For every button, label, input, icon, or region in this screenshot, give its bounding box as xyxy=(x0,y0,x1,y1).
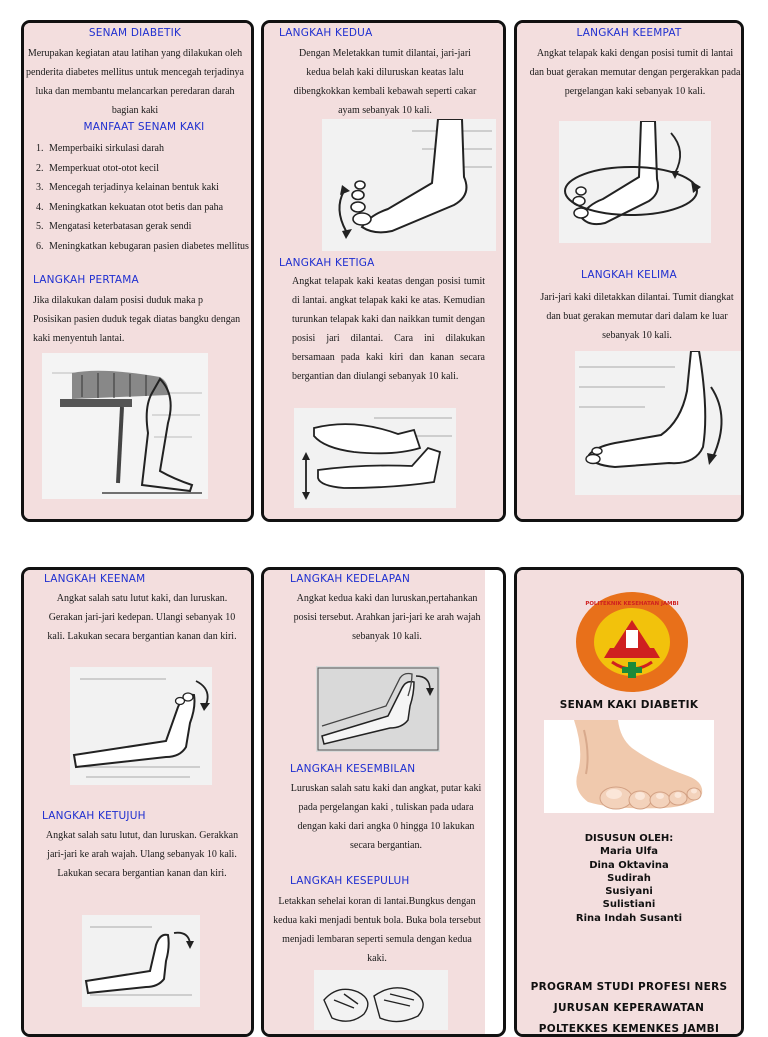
langkah-kelima-heading: LANGKAH KELIMA xyxy=(581,269,677,281)
panel-1 xyxy=(21,20,254,522)
list-item: 3. Mencegah terjadinya kelainan bentuk kaki xyxy=(46,178,254,198)
heel-toe-raise-illustration xyxy=(294,408,456,508)
langkah-keenam-text: Angkat salah satu lutut kaki, dan luruskan. Gerakan jari-jari kedepan. Ulangi sebanyak 10 kali. Lakukan secara bergantian kanan dan kiri. xyxy=(47,593,237,642)
panel-2 xyxy=(261,20,506,522)
program-line: PROGRAM STUDI PROFESI NERS xyxy=(530,981,728,993)
panel-5 xyxy=(261,567,506,1037)
authors-block xyxy=(517,832,741,925)
langkah-keenam-heading: LANGKAH KEENAM xyxy=(44,573,146,585)
langkah-kedelapan-text: Angkat kedua kaki dan luruskan,pertahankan posisi tersebut. Arahkan jari-jari ke arah wajah sebanyak 10 kali. xyxy=(293,593,481,642)
toes-to-face-illustration xyxy=(82,915,200,1007)
program-block xyxy=(517,977,741,1037)
program-line: POLTEKKES KEMENKES JAMBI xyxy=(538,1023,720,1035)
author-name: Maria Ulfa xyxy=(600,846,658,858)
langkah-kedelapan-heading: LANGKAH KEDELAPAN xyxy=(290,573,410,585)
toes-forward-illustration xyxy=(70,667,212,785)
author-name: Sudirah xyxy=(607,872,651,884)
langkah-keempat-heading: LANGKAH KEEMPAT xyxy=(576,27,682,39)
manfaat-list xyxy=(24,139,254,256)
author-name: Susiyani xyxy=(605,886,653,898)
langkah-ketujuh-heading: LANGKAH KETUJUH xyxy=(42,810,146,822)
langkah-pertama-heading: LANGKAH PERTAMA xyxy=(33,274,139,286)
list-item: 2. Memperkuat otot-otot kecil xyxy=(46,159,254,179)
sitting-leg-illustration xyxy=(42,353,208,499)
cover-title: SENAM KAKI DIABETIK xyxy=(559,699,699,711)
langkah-kesembilan-text: Luruskan salah satu kaki dan angkat, putar kaki pada pergelangan kaki , tuliskan pada udara dengan kaki dari angka 0 hingga 10 lakukan secara bergantian. xyxy=(290,783,482,851)
panel-4 xyxy=(21,567,254,1037)
langkah-kedua-text: Dengan Meletakkan tumit dilantai, jari-jari kedua belah kaki diluruskan keatas lalu dibengkokkan kembali kebawah seperti cakar ayam sebanyak 10 kali. xyxy=(293,48,477,116)
langkah-kesembilan-heading: LANGKAH KESEMBILAN xyxy=(290,763,416,775)
langkah-keempat-text: Angkat telapak kaki dengan posisi tumit di lantai dan buat gerakan memutar dengan pergerakkan pada pergelangan kaki sebanyak 10 kali. xyxy=(529,48,741,97)
panel-6-cover xyxy=(514,567,744,1037)
senam-diabetik-heading: SENAM DIABETIK xyxy=(88,27,182,39)
list-item: 4. Meningkatkan kekuatan otot betis dan paha xyxy=(46,198,254,218)
langkah-kesepuluh-text: Letakkan sehelai koran di lantai.Bungkus dengan kedua kaki menjadi bentuk bola. Buka bola tersebut menjadi lembaran seperti semula dengan kedua kaki. xyxy=(273,896,481,964)
langkah-ketiga-text: Angkat telapak kaki keatas dengan posisi tumit di lantai. angkat telapak kaki ke atas. Kemudian turunkan telapak kaki dan naikkan tumit dengan posisi jari dilantai. Cara ini dilakukan bersamaan pada kaki kiri dan kanan secara bergantian dan diulangi sebanyak 10 kali. xyxy=(292,276,485,382)
list-item: 6. Meningkatkan kebugaran pasien diabetes mellitus xyxy=(46,237,254,257)
author-name: Sulistiani xyxy=(602,899,656,911)
ankle-rotation-illustration xyxy=(559,121,711,243)
both-legs-illustration xyxy=(316,666,440,752)
logo-text: POLITEKNIK KESEHATAN JAMBI xyxy=(585,601,679,607)
langkah-kelima-text: Jari-jari kaki diletakkan dilantai. Tumit diangkat dan buat gerakan memutar dari dalam ke luar sebanyak 10 kali. xyxy=(540,292,734,341)
author-name: Dina Oktavina xyxy=(589,859,669,871)
toe-curl-illustration xyxy=(322,119,496,251)
senam-diabetik-text: Merupakan kegiatan atau latihan yang dilakukan oleh penderita diabetes mellitus untuk mencegah terjadinya luka dan membantu melancarkan peredaran darah bagian kaki xyxy=(26,48,244,116)
panel-3 xyxy=(514,20,744,522)
newspaper-ball-illustration xyxy=(314,970,448,1030)
author-name: Rina Indah Susanti xyxy=(575,912,683,924)
program-line: JURUSAN KEPERAWATAN xyxy=(553,1002,705,1014)
list-item: 5. Mengatasi keterbatasan gerak sendi xyxy=(46,217,254,237)
bare-foot-photo xyxy=(544,720,714,813)
disusun-label: DISUSUN OLEH: xyxy=(584,833,674,844)
langkah-kedua-heading: LANGKAH KEDUA xyxy=(279,27,373,39)
manfaat-heading: MANFAAT SENAM KAKI xyxy=(83,121,205,133)
heel-rotation-illustration xyxy=(575,351,741,495)
poltekkes-logo xyxy=(574,590,690,694)
langkah-ketiga-heading: LANGKAH KETIGA xyxy=(279,257,375,269)
langkah-pertama-text: Jika dilakukan dalam posisi duduk maka p Posisikan pasien duduk tegak diatas bangku dengan kaki menyentuh lantai. xyxy=(33,295,241,344)
langkah-kesepuluh-heading: LANGKAH KESEPULUH xyxy=(290,875,410,887)
langkah-ketujuh-text: Angkat salah satu lutut, dan luruskan. Gerakkan jari-jari ke arah wajah. Ulang sebanyak 10 kali. Lakukan secara bergantian kanan dan kiri. xyxy=(45,830,239,879)
list-item: 1. Memperbaiki sirkulasi darah xyxy=(46,139,254,159)
